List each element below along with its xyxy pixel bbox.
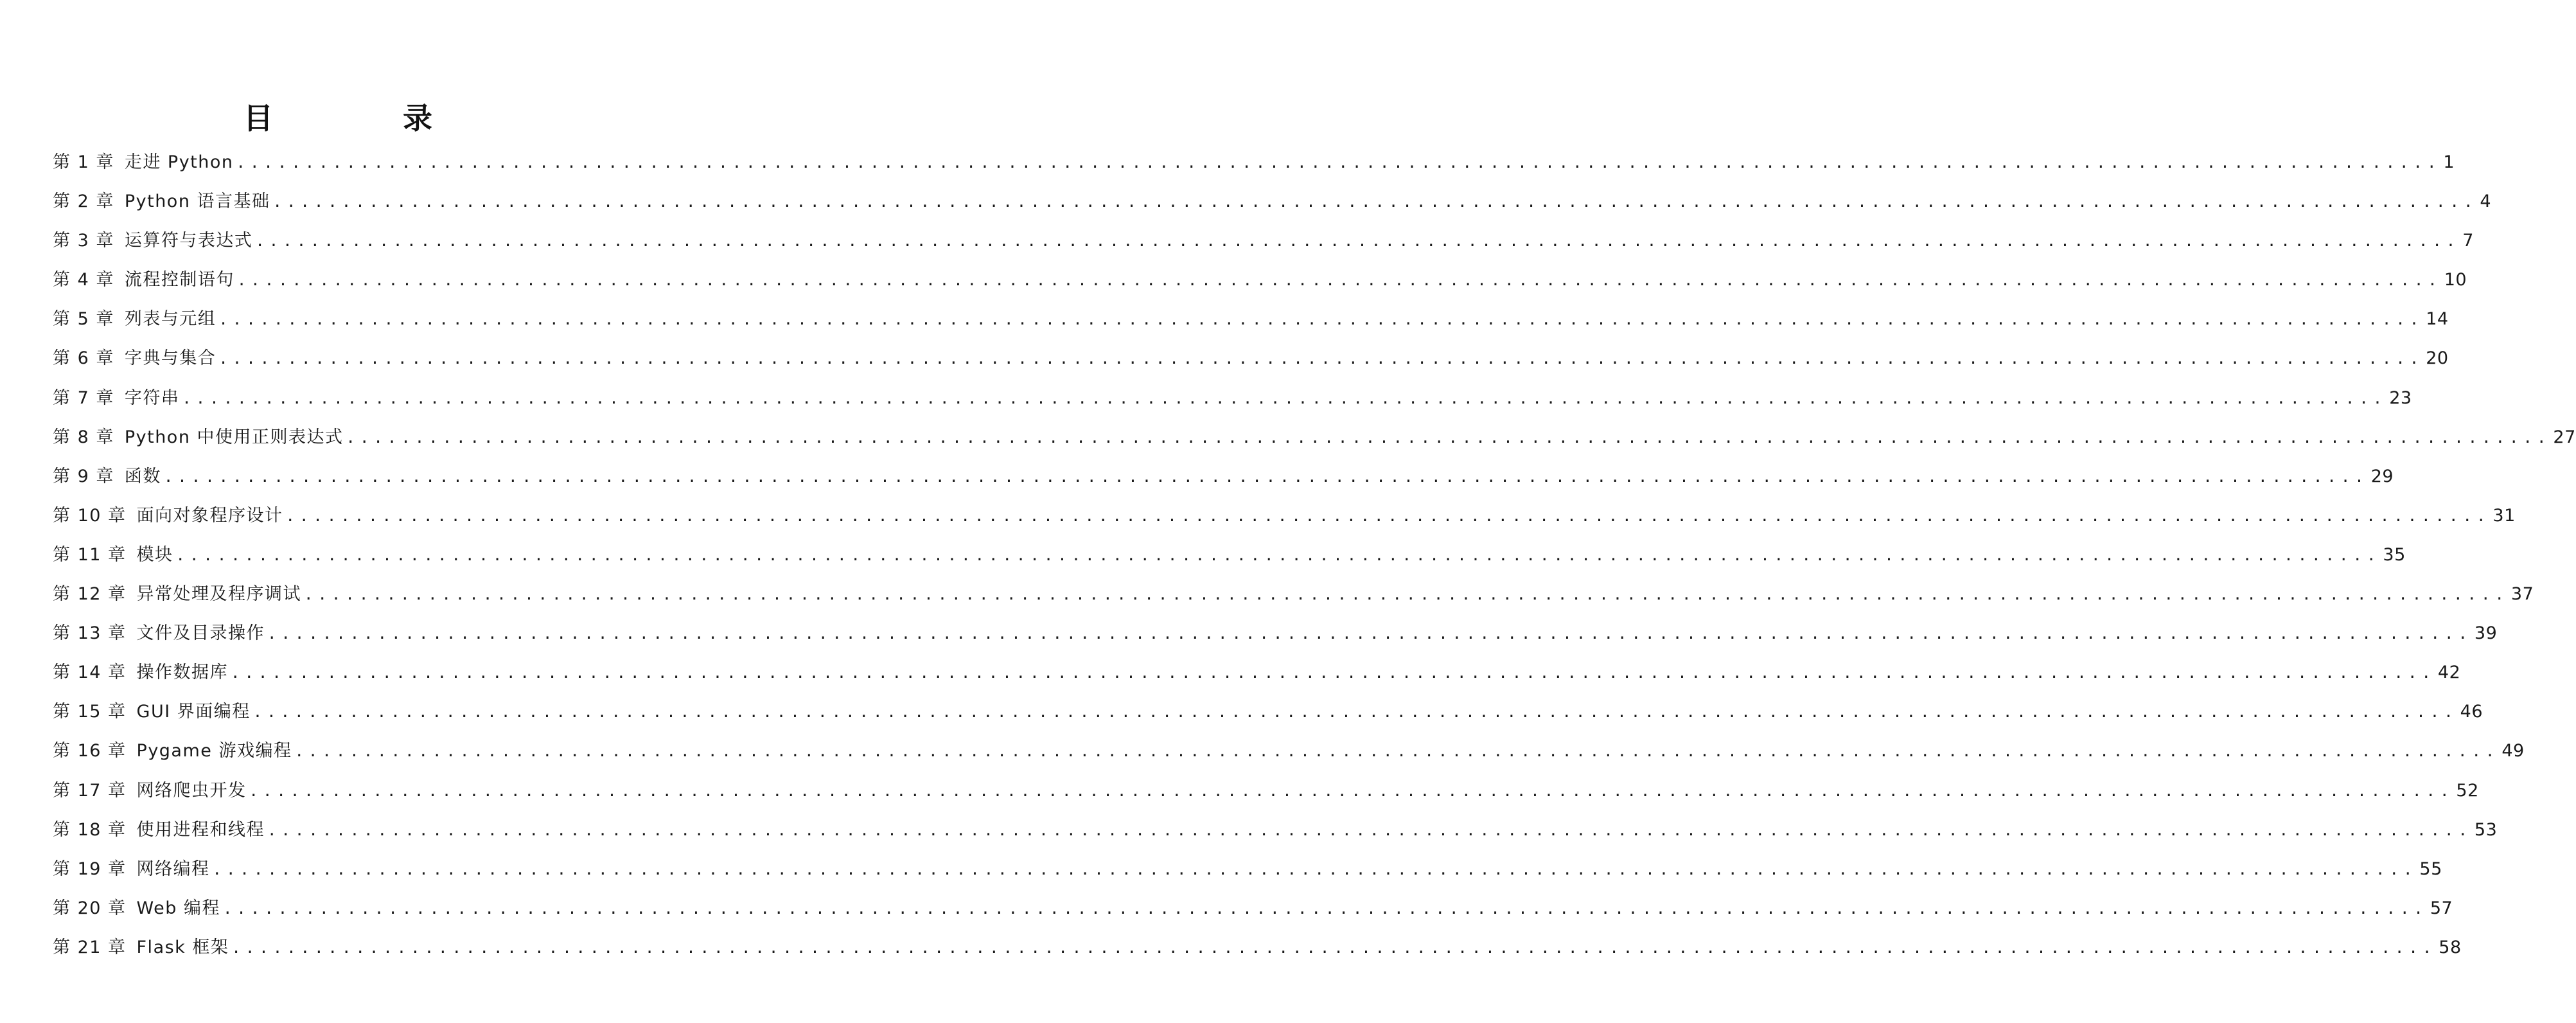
chapter-number: 第 17 章 bbox=[53, 780, 127, 801]
page-number: 42 bbox=[2437, 663, 2461, 683]
chapter-title: 模块 bbox=[136, 544, 173, 565]
page-number: 52 bbox=[2456, 780, 2479, 801]
dot-leader: ................................................................................................................................................................ bbox=[294, 742, 2500, 761]
chapter-title: Python 中使用正则表达式 bbox=[124, 427, 344, 447]
toc-entry[interactable] bbox=[53, 574, 2534, 614]
chapter-number: 第 3 章 bbox=[53, 231, 114, 251]
chapter-number: 第 21 章 bbox=[53, 937, 127, 957]
page-number: 29 bbox=[2370, 466, 2394, 486]
chapter-number: 第 4 章 bbox=[53, 270, 114, 290]
chapter-number: 第 20 章 bbox=[53, 898, 127, 918]
toc-entry[interactable] bbox=[53, 182, 2492, 221]
toc-entry[interactable] bbox=[53, 496, 2516, 535]
toc-entry[interactable] bbox=[53, 771, 2479, 810]
dot-leader: ................................................................................................................................................................ bbox=[285, 506, 2491, 525]
toc-entry[interactable] bbox=[53, 221, 2474, 260]
page-number: 35 bbox=[2383, 544, 2406, 565]
page-number: 10 bbox=[2444, 270, 2467, 290]
chapter-number: 第 11 章 bbox=[53, 544, 127, 565]
chapter-title: GUI 界面编程 bbox=[136, 702, 251, 722]
toc-entry[interactable] bbox=[53, 653, 2461, 692]
page-number: 20 bbox=[2426, 348, 2449, 369]
chapter-number: 第 15 章 bbox=[53, 702, 127, 722]
chapter-number: 第 1 章 bbox=[53, 152, 114, 172]
toc-entry[interactable] bbox=[53, 299, 2449, 339]
chapter-number: 第 9 章 bbox=[53, 466, 114, 486]
chapter-title: Web 编程 bbox=[136, 898, 220, 918]
chapter-title: 流程控制语句 bbox=[124, 270, 234, 290]
page-number: 39 bbox=[2474, 623, 2498, 644]
toc-entry[interactable] bbox=[53, 143, 2455, 182]
page-title: 目 录 bbox=[243, 101, 482, 136]
chapter-title: 字符串 bbox=[124, 387, 180, 408]
chapter-number: 第 18 章 bbox=[53, 819, 127, 840]
chapter-title: 异常处理及程序调试 bbox=[136, 584, 302, 605]
page-number: 4 bbox=[2480, 191, 2492, 212]
page-number: 1 bbox=[2443, 152, 2455, 172]
page-number: 46 bbox=[2460, 702, 2483, 722]
dot-leader: ................................................................................................................................................................ bbox=[231, 938, 2437, 957]
toc-list bbox=[53, 143, 2576, 967]
chapter-number: 第 19 章 bbox=[53, 858, 127, 879]
page-number: 31 bbox=[2492, 505, 2516, 526]
chapter-title: 走进 Python bbox=[124, 152, 234, 172]
page-number: 27 bbox=[2553, 427, 2576, 447]
dot-leader: ................................................................................................................................................................ bbox=[304, 585, 2509, 604]
dot-leader: ................................................................................................................................................................ bbox=[163, 467, 2369, 486]
toc-entry[interactable] bbox=[53, 457, 2394, 496]
toc-entry[interactable] bbox=[53, 731, 2525, 770]
toc-entry[interactable] bbox=[53, 928, 2462, 967]
dot-leader: ................................................................................................................................................................ bbox=[249, 781, 2454, 800]
chapter-title: 使用进程和线程 bbox=[136, 819, 265, 840]
chapter-title: 文件及目录操作 bbox=[136, 623, 265, 644]
chapter-title: 面向对象程序设计 bbox=[136, 505, 283, 526]
chapter-title: Pygame 游戏编程 bbox=[136, 741, 292, 761]
dot-leader: ................................................................................................................................................................ bbox=[212, 860, 2417, 878]
toc-entry[interactable] bbox=[53, 850, 2442, 889]
chapter-title: 操作数据库 bbox=[136, 663, 229, 683]
page-number: 14 bbox=[2426, 309, 2449, 330]
dot-leader: ................................................................................................................................................................ bbox=[252, 703, 2458, 722]
chapter-title: 网络编程 bbox=[136, 858, 210, 879]
toc-entry[interactable] bbox=[53, 378, 2412, 418]
toc-entry[interactable] bbox=[53, 889, 2453, 928]
dot-leader: ................................................................................................................................................................ bbox=[182, 389, 2387, 407]
toc-entry[interactable] bbox=[53, 692, 2483, 731]
dot-leader: ................................................................................................................................................................ bbox=[218, 310, 2424, 329]
chapter-title: 字典与集合 bbox=[124, 348, 216, 369]
page-number: 7 bbox=[2462, 231, 2474, 251]
toc-entry[interactable] bbox=[53, 810, 2498, 850]
chapter-number: 第 16 章 bbox=[53, 741, 127, 761]
chapter-title: Python 语言基础 bbox=[124, 191, 270, 212]
chapter-title: 列表与元组 bbox=[124, 309, 216, 330]
page-number: 37 bbox=[2510, 584, 2534, 605]
dot-leader: ................................................................................................................................................................ bbox=[236, 154, 2441, 172]
dot-leader: ................................................................................................................................................................ bbox=[236, 271, 2442, 290]
dot-leader: ................................................................................................................................................................ bbox=[175, 546, 2381, 564]
toc-entry[interactable] bbox=[53, 418, 2576, 457]
page-number: 57 bbox=[2430, 898, 2453, 918]
dot-leader: ................................................................................................................................................................ bbox=[222, 899, 2428, 918]
chapter-number: 第 14 章 bbox=[53, 663, 127, 683]
page-number: 55 bbox=[2419, 858, 2442, 879]
toc-entry[interactable] bbox=[53, 260, 2467, 299]
chapter-number: 第 6 章 bbox=[53, 348, 114, 369]
chapter-title: Flask 框架 bbox=[136, 937, 229, 957]
chapter-number: 第 2 章 bbox=[53, 191, 114, 212]
chapter-title: 运算符与表达式 bbox=[124, 231, 253, 251]
chapter-number: 第 8 章 bbox=[53, 427, 114, 447]
dot-leader: ................................................................................................................................................................ bbox=[218, 350, 2424, 368]
dot-leader: ................................................................................................................................................................ bbox=[346, 428, 2551, 447]
dot-leader: ................................................................................................................................................................ bbox=[255, 232, 2460, 251]
page-number: 23 bbox=[2389, 387, 2412, 408]
page-number: 49 bbox=[2501, 741, 2525, 761]
dot-leader: ................................................................................................................................................................ bbox=[267, 821, 2472, 839]
page-number: 58 bbox=[2439, 937, 2462, 957]
toc-entry[interactable] bbox=[53, 339, 2449, 378]
chapter-title: 网络爬虫开发 bbox=[136, 780, 247, 801]
chapter-number: 第 10 章 bbox=[53, 505, 127, 526]
chapter-title: 函数 bbox=[124, 466, 161, 486]
chapter-number: 第 12 章 bbox=[53, 584, 127, 605]
toc-entry[interactable] bbox=[53, 614, 2498, 653]
chapter-number: 第 5 章 bbox=[53, 309, 114, 330]
dot-leader: ................................................................................................................................................................ bbox=[231, 664, 2435, 682]
dot-leader: ................................................................................................................................................................ bbox=[267, 625, 2472, 643]
chapter-number: 第 7 章 bbox=[53, 387, 114, 408]
dot-leader: ................................................................................................................................................................ bbox=[272, 193, 2478, 211]
toc-entry[interactable] bbox=[53, 535, 2406, 574]
chapter-number: 第 13 章 bbox=[53, 623, 127, 644]
page-number: 53 bbox=[2474, 819, 2498, 840]
